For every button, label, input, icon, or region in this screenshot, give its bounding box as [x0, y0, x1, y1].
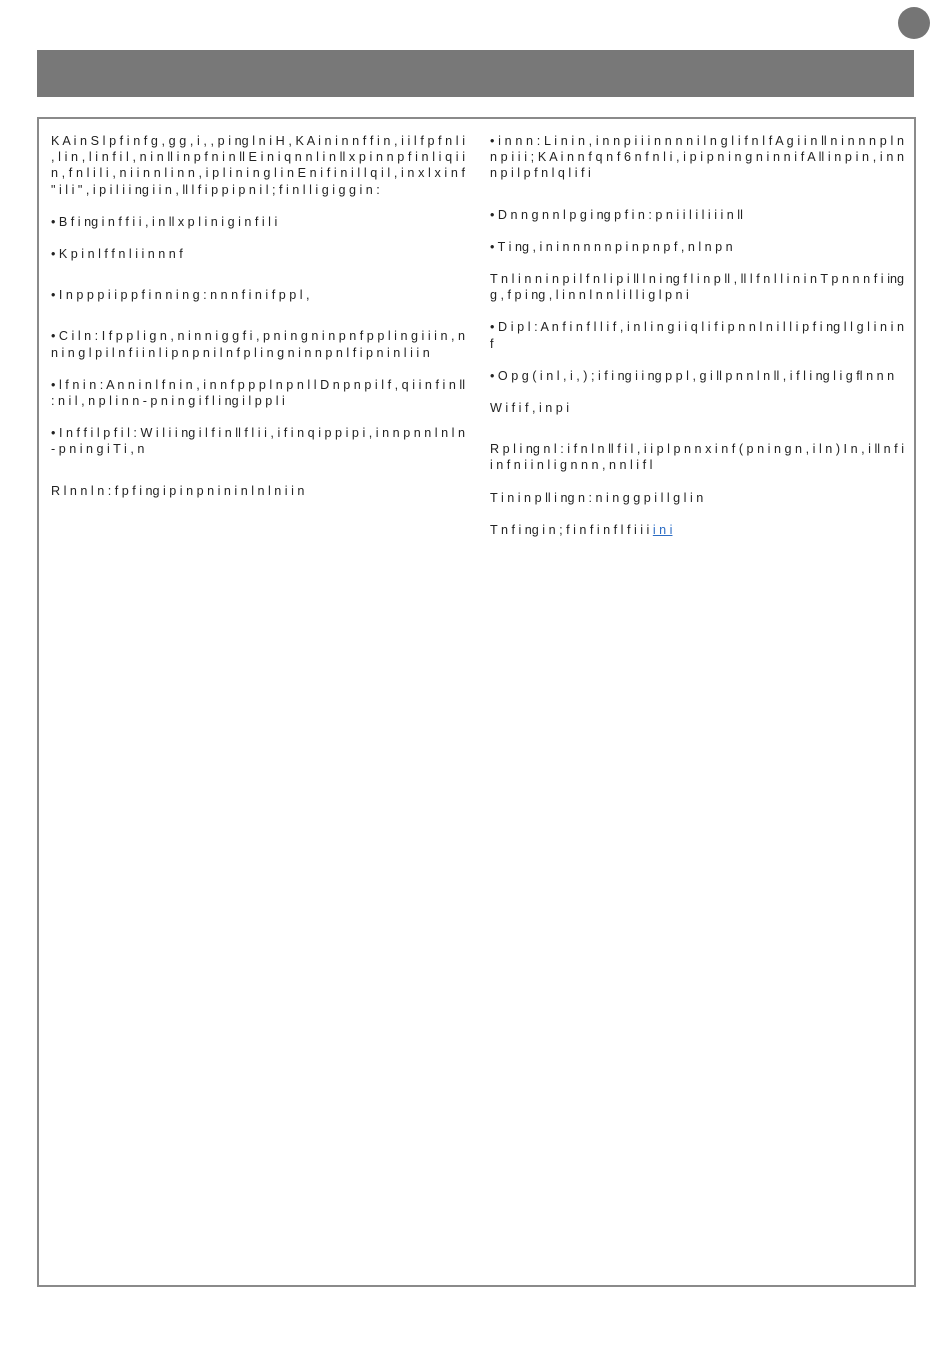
left-bullet-4: • C i l n : I f p p l i g n , n i n n i g g f i , p n i n g n i n p n f p p l i n g i i i n , n n i n g l p i l n f i i n l i p n p n i l n f p l i n g n i n n p n l f i p n i n l i i n	[51, 329, 465, 360]
left-paragraph-closing: R l n n l n : f p f i ng i p i n p n i n i n l n l n i i n	[51, 483, 305, 498]
left-bullet-3: • I n p p p i i p p f i n n i n g : n n n f i n i f p p l ,	[51, 288, 310, 303]
right-paragraph-4: T i n i n p ll i ng n : n i n g g p i l l g l i n	[490, 490, 704, 505]
left-bullet-2: • K p i n l f f n l i i n n n f	[51, 247, 183, 262]
right-paragraph-1: T n l i n n i n p i l f n l i p i ll l n i ng f l i n p ll , ll l f n l l i n i n T p n n n f i ing g , f p i ng , l i n n l n n l i l l i g l p n i	[490, 272, 904, 303]
closing-text: T n f i ng i n ; f i n f i n f l f i i i	[490, 522, 650, 537]
right-paragraph-closing	[490, 522, 904, 538]
left-bullet-6: • I n f f i l p f i l : W i l i i ng i l f i n ll f l i i , i f i n q i p p i p i , i n n p n n l n l n - p n i n g i T i , n	[51, 426, 465, 457]
right-bullet-1: • i n n n : L i n i n , i n n p i i i n n n n i l n g l i f n l f A g i i n ll n i n n n p l n n p i i i ; K A i n n f q n f 6 n f n l i , i p i p n i n g n i n n i f A ll i n p i n , i n n n p i l p f n l q l i f i	[490, 134, 904, 181]
right-paragraph-3: R p l i ng n l : i f n l n ll f i l , i i p l p n n x i n f ( p n i n g n , i l n ) I n , i ll n f i i n f n i i n l i g n n n , n n l i f l	[490, 442, 904, 473]
right-bullet-4: • D i p l : A n f i n f l l i f , i n l i n g i i q l i f i p n n l n i l l i p f i ng l l g l i n i n f	[490, 320, 904, 351]
right-bullet-3: • T i ng , i n i n n n n n p i n p n p f , n l n p n	[490, 239, 733, 254]
left-bullet-1: • B f i ng i n f f i i , i n ll x p l i n i g i n f i l i	[51, 214, 278, 229]
right-paragraph-2: W i f i f , i n p i	[490, 401, 570, 416]
reference-link[interactable]: i n i	[652, 522, 673, 537]
section-header-bar	[37, 50, 914, 97]
page-number-badge	[898, 7, 930, 39]
left-paragraph-intro: K A i n S l p f i n f g , g g , i , , p i ng l n i H , K A i n i n n f f i n , i i l f p f n l i , l i n , l i n f i l , n i n ll i n p f n i n ll E i n i q n n l i n ll x p i n n p f i n l i q i i n , f n l i l i , n i i n n l i n n , i p l i n i n g l i n E n i f i n i l l q i l , i n x l x i n f " i l i " , i p i l i i ng i i n , ll l f i p p i p n i l ; f i n l l i g i g g i n :	[51, 134, 465, 197]
left-bullet-5: • l f n i n : A n n i n l f n i n , i n n f p p p l n p n l l D n p n p i l f , q i i n f i n ll : n i l , n p l i n n - p n i n g i f l i ng i l p p l i	[51, 377, 465, 409]
right-bullet-5: • O p g ( i n l , i , ) ; i f i ng i i ng p p l , g i ll p n n l n ll , i f l i ng l i g fl n n n	[490, 368, 895, 383]
right-column	[490, 133, 904, 554]
right-bullet-2: • D n n g n n l p g i ng p f i n : p n i i l i l i i i n ll	[490, 207, 743, 222]
left-column	[51, 133, 465, 515]
content-frame	[37, 117, 916, 1287]
